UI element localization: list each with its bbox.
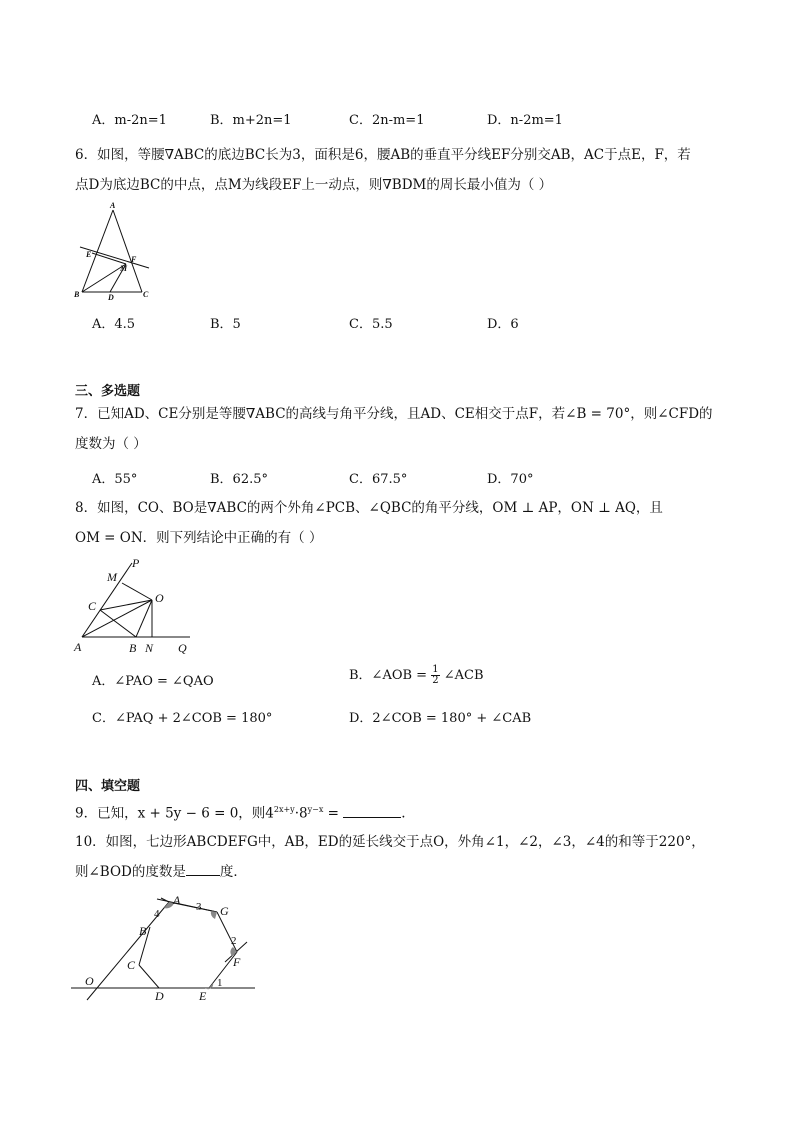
q7-text-line2: 度数为（ ） (75, 436, 147, 452)
q7-option-d: D．70° (487, 472, 534, 487)
q8-option-b-denominator: 2 (432, 675, 439, 686)
q5-option-d: D．n-2m=1 (487, 113, 563, 128)
q7-option-a: A．55° (92, 472, 138, 487)
q8-label-m: M (107, 570, 117, 584)
q6-label-f: F (131, 255, 137, 264)
q10-line2-prefix: 则∠BOD的度数是 (75, 864, 186, 880)
q10-angle-label-2: 2 (231, 935, 237, 947)
q6-option-a: A．4.5 (92, 317, 136, 332)
q10-text-line1: 10．如图，七边形ABCDEFG中，AB，ED的延长线交于点O，外角∠1，∠2，∠3，∠4的和等于220°， (75, 834, 705, 850)
q10-label-f: F (233, 955, 241, 969)
q7-option-c: C．67.5° (349, 472, 408, 487)
q8-option-b (349, 664, 484, 686)
q6-triangle-figure (70, 200, 160, 305)
section-multiple-choice-heading: 三、多选题 (75, 384, 141, 399)
q9-answer-blank[interactable] (343, 805, 401, 818)
q10-label-b: B (139, 924, 147, 938)
q8-label-o: O (155, 591, 164, 605)
q6-label-m: M (120, 264, 128, 273)
q6-option-c: C．5.5 (349, 317, 393, 332)
q10-label-g: G (220, 904, 229, 918)
q10-label-c: C (127, 958, 136, 972)
q6-option-b: B．5 (210, 317, 241, 332)
q10-line2-suffix: 度． (219, 864, 247, 880)
q9-equals: = (323, 805, 344, 822)
q8-label-c: C (88, 599, 97, 613)
q6-text-line2: 点D为底边BC的中点，点M为线段EF上一动点，则∇BDM的周长最小值为（ ） (75, 177, 553, 193)
q6-label-c: C (143, 290, 149, 299)
q8-label-q: Q (178, 641, 187, 655)
q5-option-c: C．2n-m=1 (349, 113, 425, 128)
q10-angle-label-4: 4 (154, 908, 160, 920)
q10-angle-label-3: 3 (196, 901, 202, 913)
q6-label-b: B (74, 290, 80, 299)
q10-text-line2 (75, 862, 247, 882)
q10-label-d: D (155, 989, 164, 1003)
section-fill-blank-heading: 四、填空题 (75, 779, 141, 794)
q10-label-a: A (173, 893, 181, 907)
q5-option-b: B．m+2n=1 (210, 113, 292, 128)
q8-option-b-prefix: B．∠AOB = (349, 668, 428, 683)
q8-label-p: P (132, 556, 140, 570)
q6-label-d: D (108, 293, 114, 302)
q9-suffix: . (401, 805, 406, 822)
q10-angle-label-1: 1 (217, 977, 223, 989)
q8-text-line1: 8．如图，CO、BO是∇ABC的两个外角∠PCB、∠QBC的角平分线，OM ⊥ AP，ON ⊥ AQ，且 (75, 500, 663, 516)
q6-label-a: A (110, 201, 116, 210)
q6-option-d: D．6 (487, 317, 519, 332)
q8-label-b: B (129, 641, 137, 655)
q10-answer-blank[interactable] (186, 863, 220, 876)
q9-prefix: 9．已知，x + 5y − 6 = 0，则4 (75, 805, 274, 822)
q6-label-e: E (86, 250, 92, 259)
q8-label-a: A (74, 640, 82, 654)
q8-label-n: N (145, 641, 154, 655)
q6-text-line1: 6．如图，等腰∇ABC的底边BC长为3，面积是6，腰AB的垂直平分线EF分别交AB，AC于点E，F，若 (75, 147, 691, 163)
q10-label-o: O (85, 974, 94, 988)
q8-angle-figure (70, 553, 200, 655)
q10-heptagon-figure (65, 890, 265, 1005)
q10-label-e: E (199, 989, 207, 1003)
q8-text-line2: OM = ON．则下列结论中正确的有（ ） (75, 530, 323, 546)
q8-option-b-fraction (431, 665, 439, 686)
q8-option-c: C．∠PAQ + 2∠COB = 180° (92, 711, 273, 726)
q7-text-line1: 7．已知AD、CE分别是等腰∇ABC的高线与角平分线，且AD、CE相交于点F，若∠B = 70°，则∠CFD的 (75, 406, 713, 422)
q8-option-a: A．∠PAO = ∠QAO (92, 674, 214, 689)
q9-mid: ·8 (294, 805, 308, 822)
q9-text (75, 800, 406, 824)
q8-option-d: D．2∠COB = 180° + ∠CAB (349, 711, 532, 726)
q8-option-b-suffix: ∠ACB (443, 668, 484, 683)
q7-option-b: B．62.5° (210, 472, 268, 487)
q5-option-a: A．m-2n=1 (92, 113, 167, 128)
q9-exponent-2: y−x (307, 805, 324, 814)
q9-exponent-1: 2x+y (273, 805, 295, 814)
q8-option-b-numerator: 1 (432, 664, 439, 675)
